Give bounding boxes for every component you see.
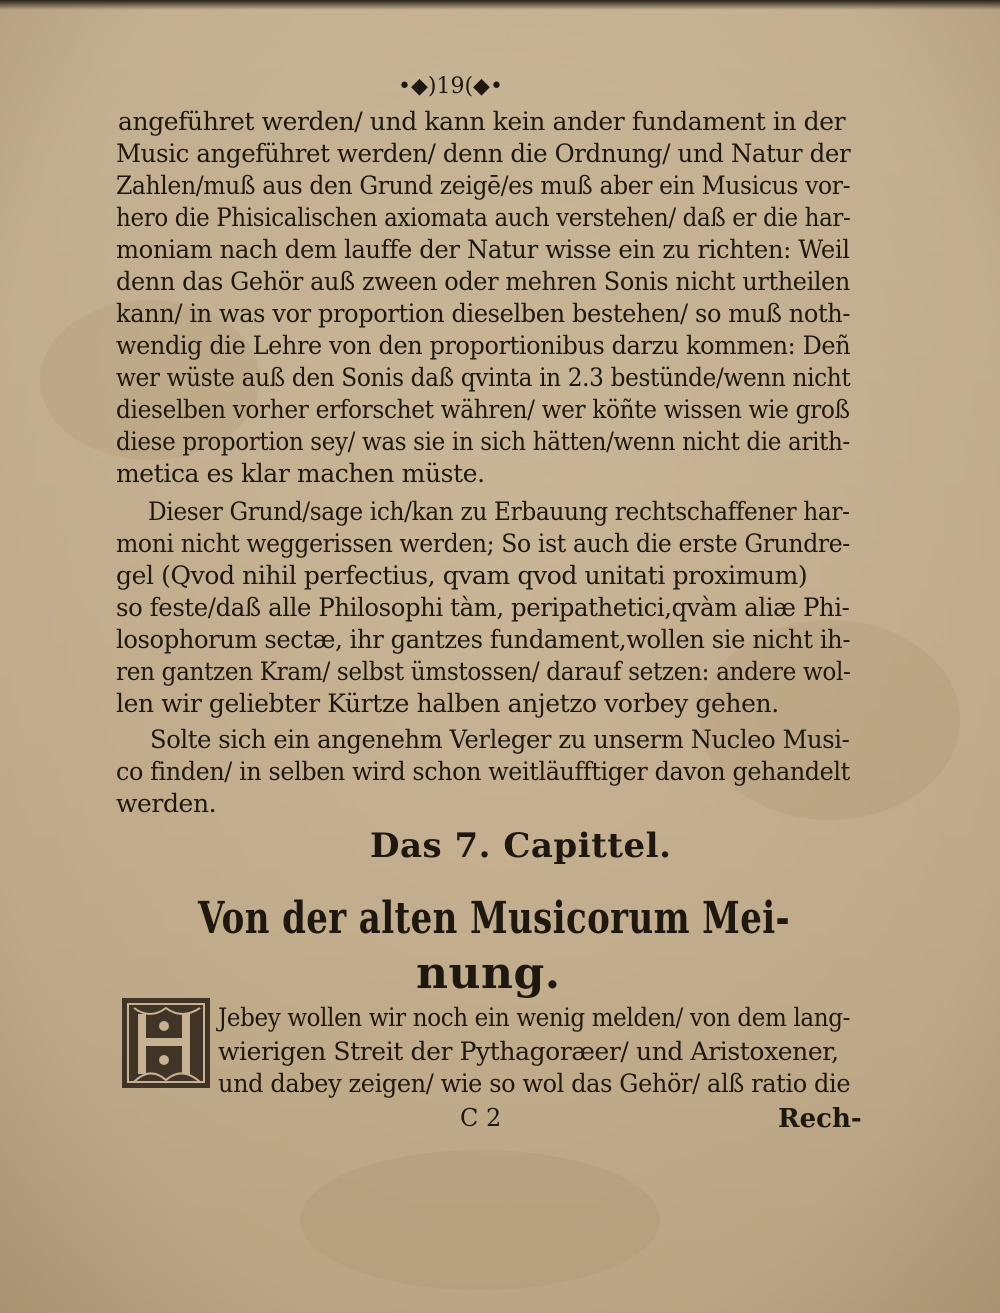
body-line: ren gantzen Kram/ selbst ümstossen/ darauf setzen: andere wol- <box>116 657 851 686</box>
body-line: Music angeführet werden/ denn die Ordnung/ und Natur der <box>116 139 851 168</box>
body-line: Zahlen/muß aus den Grund zeigē/es muß aber ein Musicus vor- <box>116 171 851 200</box>
chapter-heading-continued: nung. <box>416 948 561 999</box>
body-line: wendig die Lehre von den proportionibus darzu kommen: Deñ <box>116 331 851 360</box>
body-line: moni nicht weggerissen werden; So ist auch die erste Grundre- <box>116 529 850 558</box>
body-line: wer wüste auß den Sonis daß qvinta in 2.3 bestünde/wenn nicht <box>116 363 851 392</box>
body-line: diese proportion sey/ was sie in sich hätten/wenn nicht die arith- <box>116 427 850 456</box>
catchword: Rech- <box>778 1104 862 1134</box>
scan-edge-shadow <box>0 0 1000 10</box>
body-line: hero die Phisicalischen axiomata auch verstehen/ daß er die har- <box>116 203 851 232</box>
decorated-initial-h <box>120 996 212 1090</box>
body-line: Dieser Grund/sage ich/kan zu Erbauung rechtschaffener har- <box>148 497 850 526</box>
body-line: len wir geliebter Kürtze halben anjetzo vorbey gehen. <box>116 689 779 718</box>
section-line: wierigen Streit der Pythagoræer/ und Aristoxener, <box>218 1037 839 1066</box>
body-line: gel (Qvod nihil perfectius, qvam qvod unitati proximum) <box>116 561 808 590</box>
page-number: •◆)19(◆• <box>398 74 503 99</box>
body-line: werden. <box>116 789 217 818</box>
signature-mark: C 2 <box>460 1104 502 1132</box>
body-line: metica es klar machen müste. <box>116 459 485 488</box>
body-line: angeführet werden/ und kann kein ander fundament in der <box>118 107 846 136</box>
section-line: Jebey wollen wir noch ein wenig melden/ von dem lang- <box>218 1003 851 1032</box>
body-line: co finden/ in selben wird schon weitläufftiger davon gehandelt <box>116 757 850 786</box>
body-line: losophorum sectæ, ihr gantzes fundament,wollen sie nicht ih- <box>116 625 851 654</box>
body-line: so feste/daß alle Philosophi tàm, peripathetici,qvàm aliæ Phi- <box>116 593 850 622</box>
section-line: und dabey zeigen/ wie so wol das Gehör/ alß ratio die <box>218 1069 851 1098</box>
chapter-title: Das 7. Capittel. <box>370 826 672 866</box>
body-line: Solte sich ein angenehm Verleger zu unserm Nucleo Musi- <box>150 725 850 754</box>
paper-stain <box>300 1150 660 1290</box>
body-line: moniam nach dem lauffe der Natur wisse ein zu richten: Weil <box>116 235 850 264</box>
body-line: kann/ in was vor proportion dieselben bestehen/ so muß noth- <box>116 299 851 328</box>
body-line: denn das Gehör auß zween oder mehren Sonis nicht urtheilen <box>116 267 850 296</box>
chapter-heading: Von der alten Musicorum Mei- <box>198 893 791 944</box>
body-line: dieselben vorher erforschet währen/ wer köñte wissen wie groß <box>116 395 850 424</box>
